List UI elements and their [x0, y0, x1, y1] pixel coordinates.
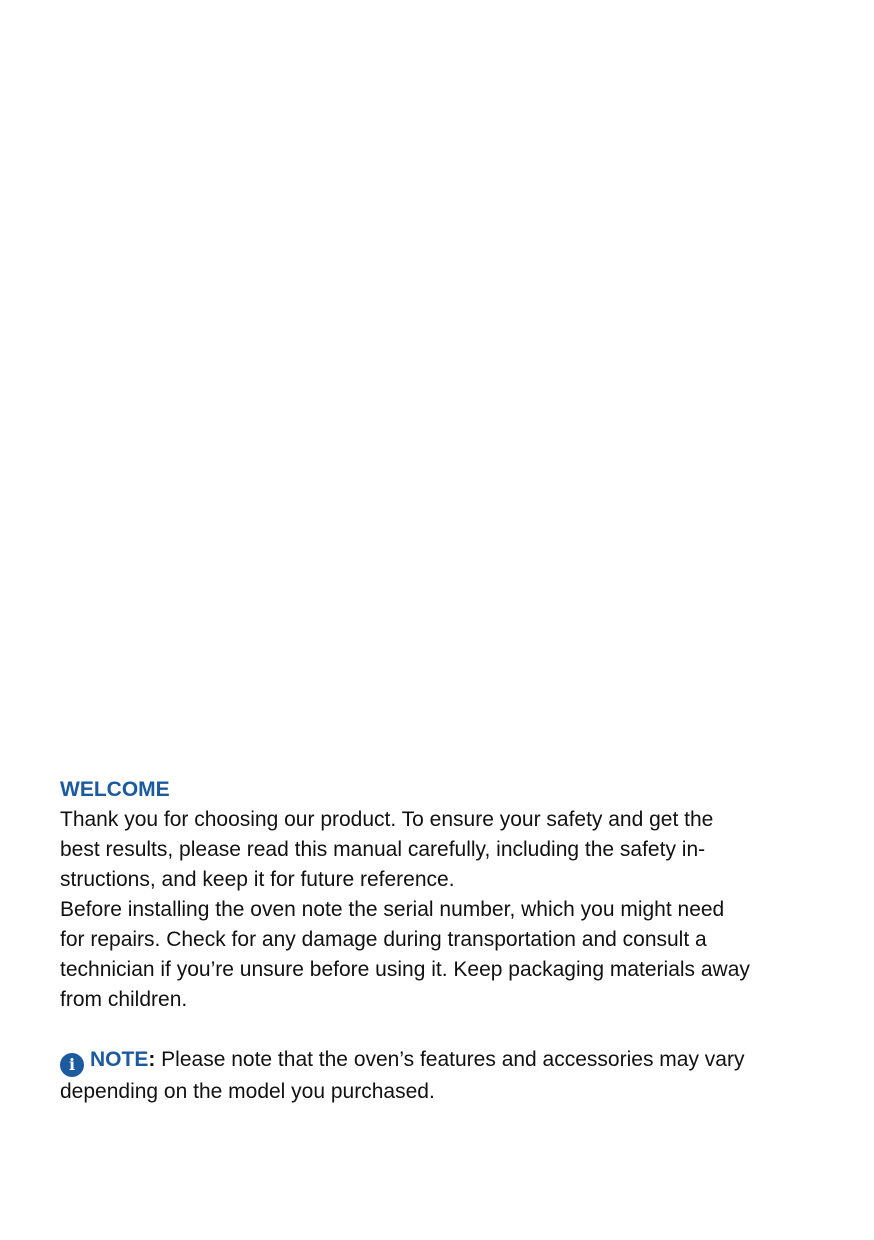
- note-block: [60, 1045, 820, 1107]
- paragraph-line: Thank you for choosing our product. To ensure your safety and get the: [60, 808, 714, 831]
- paragraph-line: from children.: [60, 988, 188, 1011]
- welcome-paragraph-1: [60, 805, 820, 895]
- welcome-heading: WELCOME: [60, 778, 170, 801]
- note-label: NOTE: [90, 1048, 149, 1071]
- paragraph-line: technician if you’re unsure before using it. Keep packaging materials away: [60, 958, 750, 981]
- paragraph-line: best results, please read this manual carefully, including the safety in-: [60, 838, 706, 861]
- section-spacer: [60, 1015, 820, 1045]
- note-line-1: [60, 1045, 820, 1077]
- note-text: Please note that the oven’s features and accessories may vary: [155, 1048, 745, 1071]
- paragraph-line: Before installing the oven note the serial number, which you might need: [60, 898, 725, 921]
- welcome-section: [60, 775, 820, 1107]
- paragraph-line: for repairs. Check for any damage during transportation and consult a: [60, 928, 707, 951]
- info-icon: i: [60, 1053, 84, 1077]
- note-colon: :: [148, 1048, 156, 1071]
- note-line-2: depending on the model you purchased.: [60, 1080, 435, 1103]
- paragraph-line: structions, and keep it for future reference.: [60, 868, 455, 891]
- welcome-paragraph-2: [60, 895, 820, 1015]
